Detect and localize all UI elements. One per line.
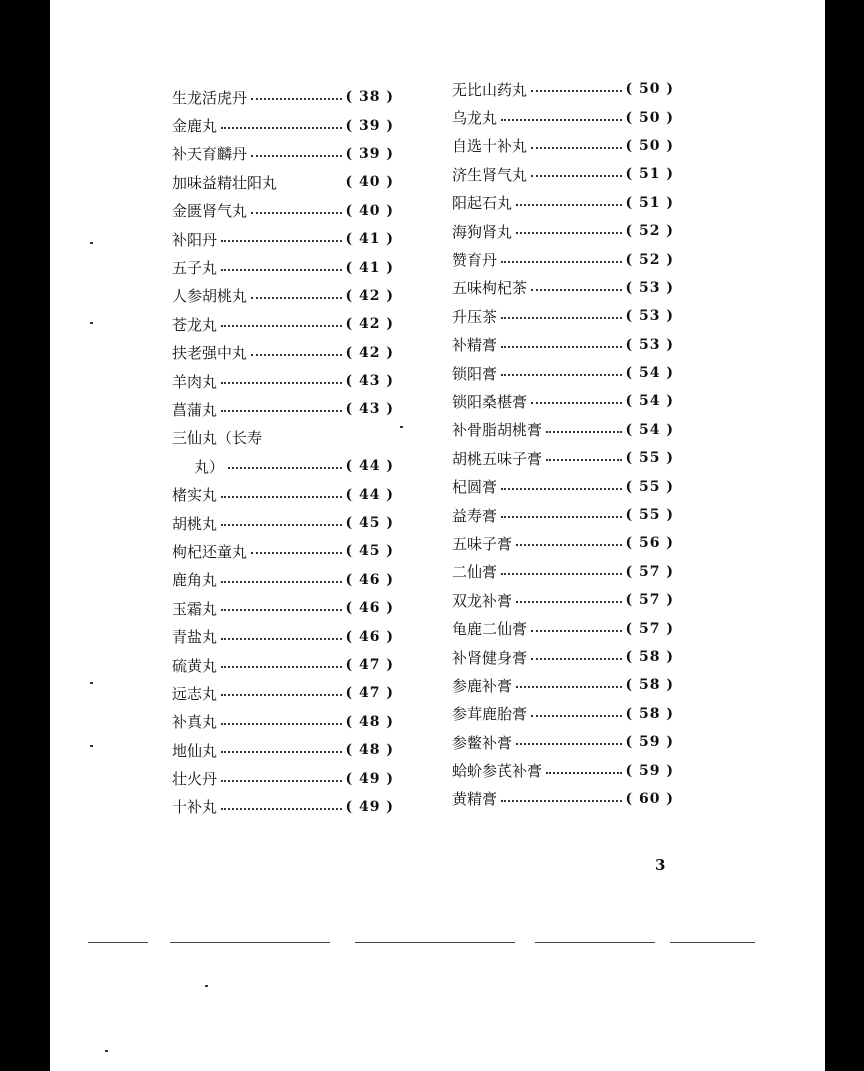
entry-page: ( 59 ) [625, 762, 674, 779]
leader-dots [221, 743, 342, 753]
entry-title: 楮实丸 [172, 486, 218, 505]
scan-rule [535, 942, 655, 943]
entry-title: 补真丸 [172, 713, 218, 732]
entry-title: 金匮肾气丸 [172, 202, 248, 221]
entry-title: 鹿角丸 [172, 571, 218, 590]
entry-title: 补天育麟丹 [172, 145, 248, 164]
entry-page: ( 43 ) [345, 373, 394, 390]
leader-dots [531, 281, 622, 291]
entry-page: ( 50 ) [625, 109, 674, 126]
leader-dots [516, 196, 622, 206]
entry-title: 羊肉丸 [172, 372, 218, 391]
entry-page: ( 52 ) [625, 223, 674, 240]
toc-entry [172, 197, 394, 225]
entry-title: 丸） [194, 457, 225, 476]
entry-page: ( 54 ) [625, 421, 674, 438]
entry-page: ( 39 ) [345, 117, 394, 134]
entry-title: 蛤蚧参芪补膏 [452, 762, 543, 781]
entry-page: ( 49 ) [345, 798, 394, 815]
entry-page: ( 49 ) [345, 770, 394, 787]
entry-page: ( 45 ) [345, 515, 394, 532]
leader-dots [501, 338, 622, 348]
entry-title: 补肾健身膏 [452, 648, 528, 667]
entry-title: 济生肾气丸 [452, 165, 528, 184]
leader-dots [501, 508, 622, 518]
entry-page: ( 45 ) [345, 543, 394, 560]
entry-title: 菖蒲丸 [172, 400, 218, 419]
entry-page: ( 41 ) [345, 231, 394, 248]
entry-page: ( 57 ) [625, 563, 674, 580]
entry-title: 人参胡桃丸 [172, 287, 248, 306]
toc-entry [172, 424, 394, 452]
entry-page: ( 47 ) [345, 685, 394, 702]
entry-page: ( 54 ) [625, 365, 674, 382]
entry-title: 补骨脂胡桃膏 [452, 421, 543, 440]
toc-entry [452, 529, 674, 557]
toc-entry [172, 111, 394, 139]
toc-left-column [172, 83, 394, 821]
entry-page: ( 43 ) [345, 401, 394, 418]
scan-speck [90, 745, 93, 747]
entry-title: 地仙丸 [172, 741, 218, 760]
leader-dots [516, 536, 622, 546]
leader-dots [531, 650, 622, 660]
scan-speck [90, 242, 93, 244]
toc-entry [452, 160, 674, 188]
scan-rule [355, 942, 515, 943]
toc-entry [172, 367, 394, 395]
entry-page: ( 57 ) [625, 592, 674, 609]
entry-title: 补精膏 [452, 336, 498, 355]
entry-page: ( 58 ) [625, 677, 674, 694]
leader-dots [531, 82, 622, 92]
toc-entry [172, 537, 394, 565]
entry-title: 扶老强中丸 [172, 344, 248, 363]
entry-title: 自选十补丸 [452, 137, 528, 156]
entry-page: ( 46 ) [345, 571, 394, 588]
entry-title: 壮火丹 [172, 770, 218, 789]
toc-entry [452, 785, 674, 813]
entry-page: ( 50 ) [625, 81, 674, 98]
toc-entry [172, 395, 394, 423]
toc-entry [172, 708, 394, 736]
entry-title: 胡桃丸 [172, 514, 218, 533]
scan-speck [105, 1050, 108, 1052]
entry-page: ( 48 ) [345, 742, 394, 759]
toc-entry [172, 566, 394, 594]
toc-entry [172, 594, 394, 622]
entry-page: ( 52 ) [625, 251, 674, 268]
entry-title: 黄精膏 [452, 790, 498, 809]
toc-entry [172, 452, 394, 480]
toc-entry [452, 558, 674, 586]
entry-title: 五味子膏 [452, 534, 513, 553]
entry-title: 补阳丹 [172, 230, 218, 249]
entry-title: 五味枸杞茶 [452, 279, 528, 298]
entry-page: ( 42 ) [345, 316, 394, 333]
toc-entry [452, 756, 674, 784]
entry-page: ( 54 ) [625, 393, 674, 410]
leader-dots [221, 601, 342, 611]
leader-dots [501, 480, 622, 490]
entry-page: ( 40 ) [345, 202, 394, 219]
entry-title: 乌龙丸 [452, 109, 498, 128]
entry-title: 赞育丹 [452, 251, 498, 270]
entry-page: ( 57 ) [625, 620, 674, 637]
toc-entry [452, 501, 674, 529]
scan-rule [670, 942, 755, 943]
scan-rule [170, 942, 330, 943]
leader-dots [251, 346, 342, 356]
toc-entry [452, 217, 674, 245]
entry-page: ( 47 ) [345, 657, 394, 673]
document-page [50, 0, 825, 1071]
entry-page: ( 38 ) [345, 89, 394, 106]
toc-entry [172, 140, 394, 168]
entry-title: 无比山药丸 [452, 80, 528, 99]
leader-dots [251, 147, 342, 157]
toc-entry [172, 168, 394, 196]
leader-dots [221, 119, 342, 129]
entry-page: ( 42 ) [345, 344, 394, 361]
entry-page: ( 48 ) [345, 713, 394, 730]
toc-entry [452, 387, 674, 415]
toc-entry [452, 472, 674, 500]
toc-entry [452, 132, 674, 160]
leader-dots [221, 772, 342, 782]
toc-entry [452, 614, 674, 642]
toc-entry [172, 679, 394, 707]
entry-page: ( 40 ) [345, 174, 394, 191]
entry-page: ( 55 ) [625, 450, 674, 467]
toc-entry [172, 253, 394, 281]
entry-page: ( 41 ) [345, 259, 394, 276]
toc-entry [172, 509, 394, 537]
toc-entry [452, 444, 674, 472]
toc-entry [452, 671, 674, 699]
scan-rule [88, 942, 148, 943]
leader-dots [501, 366, 622, 376]
leader-dots [546, 764, 622, 774]
entry-page: ( 44 ) [345, 486, 394, 503]
entry-page: ( 51 ) [625, 194, 674, 211]
leader-dots [531, 707, 622, 717]
entry-title: 金鹿丸 [172, 117, 218, 136]
leader-dots [221, 261, 342, 271]
entry-title: 五子丸 [172, 259, 218, 278]
toc-entry [452, 331, 674, 359]
toc-entry [452, 728, 674, 756]
scan-speck [205, 985, 208, 987]
entry-title: 双龙补膏 [452, 591, 513, 610]
leader-dots [516, 735, 622, 745]
leader-dots [251, 289, 342, 299]
entry-title: 参鳖补膏 [452, 733, 513, 752]
entry-title: 十补丸 [172, 798, 218, 817]
toc-entry [172, 480, 394, 508]
leader-dots [501, 792, 622, 802]
entry-title: 龟鹿二仙膏 [452, 620, 528, 639]
leader-dots [531, 394, 622, 404]
entry-page: ( 60 ) [625, 790, 674, 807]
entry-title: 锁阳膏 [452, 364, 498, 383]
leader-dots [221, 374, 342, 384]
leader-dots [221, 658, 342, 668]
page-number: 3 [655, 856, 666, 874]
leader-dots [546, 451, 622, 461]
toc-entry [452, 189, 674, 217]
entry-title: 锁阳桑椹膏 [452, 392, 528, 411]
leader-dots [251, 90, 342, 100]
entry-title: 硫黄丸 [172, 656, 218, 675]
leader-dots [221, 630, 342, 640]
leader-dots [501, 253, 622, 263]
leader-dots [516, 224, 622, 234]
entry-page: ( 44 ) [345, 458, 394, 475]
entry-title: 益寿膏 [452, 506, 498, 525]
toc-right-column [452, 75, 674, 813]
leader-dots [221, 715, 342, 725]
entry-title: 海狗肾丸 [452, 222, 513, 241]
leader-dots [221, 488, 342, 498]
entry-page: ( 53 ) [625, 336, 674, 353]
leader-dots [221, 686, 342, 696]
entry-title: 苍龙丸 [172, 315, 218, 334]
leader-dots [501, 565, 622, 575]
entry-page: ( 42 ) [345, 287, 394, 304]
entry-page: ( 55 ) [625, 478, 674, 495]
entry-title: 远志丸 [172, 684, 218, 703]
toc-entry [172, 793, 394, 821]
leader-dots [531, 622, 622, 632]
entry-title: 玉霜丸 [172, 599, 218, 618]
entry-page: ( 53 ) [625, 279, 674, 296]
toc-entry [452, 643, 674, 671]
leader-dots [228, 459, 342, 469]
entry-page: ( 50 ) [625, 137, 674, 154]
leader-dots [531, 139, 622, 149]
entry-page: ( 59 ) [625, 734, 674, 751]
toc-entry [172, 736, 394, 764]
toc-entry [452, 586, 674, 614]
toc-entry [172, 651, 394, 679]
scan-speck [400, 426, 403, 428]
entry-title: 二仙膏 [452, 563, 498, 582]
leader-dots [501, 111, 622, 121]
leader-dots [251, 204, 342, 214]
toc-entry [172, 339, 394, 367]
entry-title: 参鹿补膏 [452, 676, 513, 695]
entry-page: ( 58 ) [625, 649, 674, 665]
leader-dots [279, 176, 344, 184]
leader-dots [221, 516, 342, 526]
leader-dots [531, 167, 622, 177]
toc-entry [172, 225, 394, 253]
toc-entry [452, 359, 674, 387]
toc-entry [452, 274, 674, 302]
toc-entry [452, 75, 674, 103]
toc-entry [172, 622, 394, 650]
entry-title: 枸杞还童丸 [172, 542, 248, 561]
toc-entry [452, 103, 674, 131]
leader-dots [516, 678, 622, 688]
entry-title: 升压茶 [452, 307, 498, 326]
entry-page: ( 46 ) [345, 628, 394, 645]
entry-page: ( 56 ) [625, 535, 674, 552]
entry-title: 生龙活虎丹 [172, 88, 248, 107]
entry-title: 青盐丸 [172, 628, 218, 647]
toc-entry [172, 764, 394, 792]
entry-page: ( 51 ) [625, 166, 674, 183]
toc-entry [452, 302, 674, 330]
entry-title: 加味益精壮阳丸 [172, 173, 278, 192]
leader-dots [516, 593, 622, 603]
entry-title: 阳起石丸 [452, 194, 513, 213]
leader-dots [501, 309, 622, 319]
leader-dots [221, 573, 342, 583]
entry-title: 参茸鹿胎膏 [452, 705, 528, 724]
leader-dots [221, 402, 342, 412]
leader-dots [221, 800, 342, 810]
scan-speck [90, 322, 93, 324]
entry-title: 三仙丸（长寿 [172, 429, 263, 448]
entry-page: ( 58 ) [625, 705, 674, 722]
entry-title: 杞圆膏 [452, 478, 498, 497]
toc-entry [172, 310, 394, 338]
toc-entry [172, 83, 394, 111]
entry-page: ( 39 ) [345, 145, 394, 162]
entry-page: ( 53 ) [625, 308, 674, 325]
scan-speck [90, 682, 93, 684]
leader-dots [251, 544, 342, 554]
entry-title: 胡桃五味子膏 [452, 449, 543, 468]
leader-dots [221, 232, 342, 242]
leader-dots [546, 423, 622, 433]
entry-page: ( 55 ) [625, 507, 674, 524]
entry-page: ( 46 ) [345, 600, 394, 617]
leader-dots [221, 317, 342, 327]
toc-entry [452, 245, 674, 273]
toc-entry [452, 416, 674, 444]
toc-entry [172, 282, 394, 310]
toc-entry [452, 700, 674, 728]
